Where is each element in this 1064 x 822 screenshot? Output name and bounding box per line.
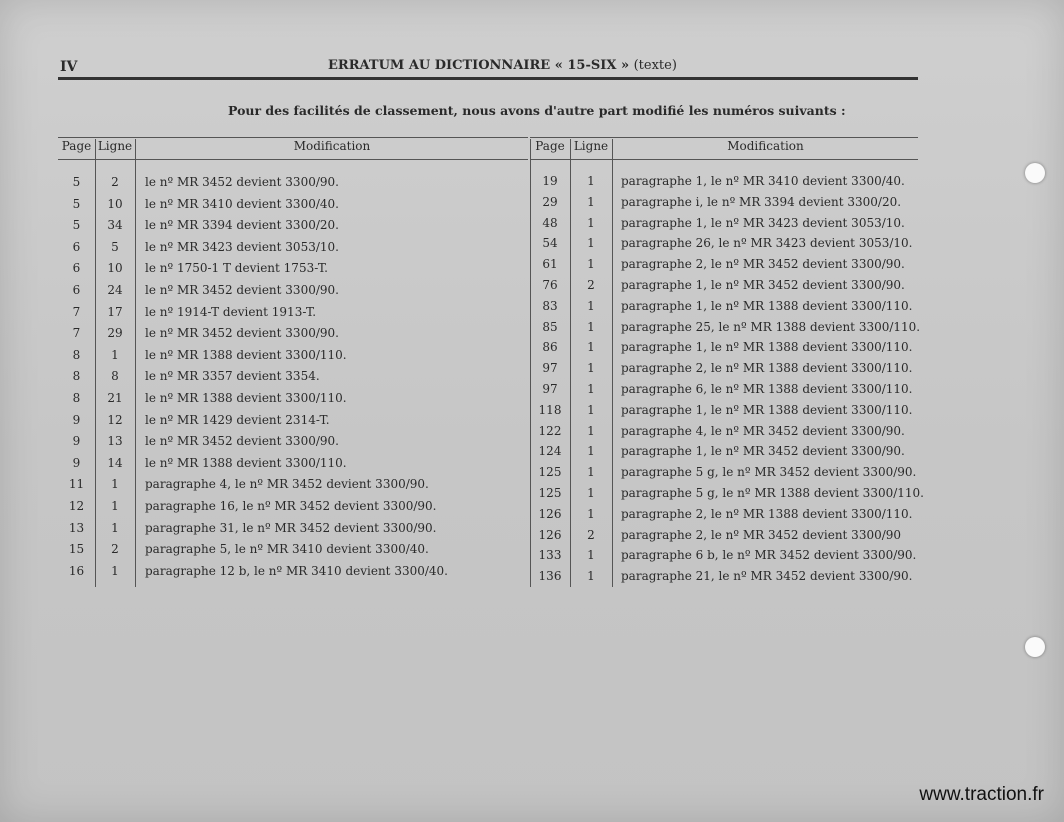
table-row [530,278,918,298]
punch-hole-top [1025,163,1045,183]
table-row [58,542,528,562]
cell-page: 126 [538,527,562,542]
watermark: www.traction.fr [919,784,1044,805]
cell-modification: paragraphe 1, le nº MR 3423 devient 3053/10. [621,215,905,230]
cell-ligne: 1 [587,486,595,500]
cell-modification: paragraphe 21, le nº MR 3452 devient 3300/90. [621,569,913,584]
cell-page: 86 [542,340,558,355]
cell-ligne: 1 [587,340,595,355]
left-header-rule-bottom [58,159,528,160]
cell-page: 13 [68,520,85,535]
page-number: IV [60,59,78,75]
cell-ligne: 21 [107,391,123,405]
cell-page: 7 [72,304,81,319]
table-row [58,456,528,476]
cell-ligne: 1 [587,319,595,334]
cell-page: 16 [68,563,85,578]
cell-modification: paragraphe 5, le nº MR 3410 devient 3300/40. [145,542,429,557]
punch-hole-bottom [1025,637,1045,657]
cell-modification: paragraphe 2, le nº MR 3452 devient 3300/90 [621,527,902,542]
table-row [530,528,918,548]
table-row [58,564,528,584]
cell-page: 11 [68,477,85,492]
right-header-rule-bottom [530,159,918,160]
cell-page: 54 [542,236,558,251]
cell-page: 9 [72,412,81,427]
cell-modification: le nº MR 3452 devient 3300/90. [145,434,339,449]
cell-page: 6 [72,261,81,276]
table-row [58,477,528,497]
cell-ligne: 1 [587,257,595,272]
cell-page: 125 [538,486,562,500]
cell-ligne: 1 [587,402,595,417]
cell-page: 8 [72,369,81,384]
cell-modification: paragraphe 1, le nº MR 3452 devient 3300/90. [621,278,905,292]
cell-modification: paragraphe 1, le nº MR 1388 devient 3300/110. [621,340,913,355]
left-col-page-header: Page [61,139,92,153]
cell-ligne: 10 [107,196,123,211]
document-title-suffix: (texte) [633,58,677,73]
cell-page: 76 [542,278,558,292]
cell-modification: le nº MR 1429 devient 2314-T. [145,412,330,427]
cell-ligne: 2 [111,175,119,189]
table-row [58,197,528,217]
table-row [530,569,918,589]
cell-ligne: 2 [587,527,595,542]
table-row [530,465,918,485]
cell-page: 48 [542,215,558,230]
table-row [58,175,528,195]
table-row [530,403,918,423]
cell-page: 125 [538,465,562,480]
table-row [58,240,528,260]
cell-modification: le nº MR 1388 devient 3300/110. [145,391,347,405]
table-row [58,499,528,519]
cell-modification: paragraphe 4, le nº MR 3452 devient 3300/90. [621,423,905,438]
table-row [58,369,528,389]
cell-page: 7 [72,326,81,341]
table-row [58,218,528,238]
cell-modification: paragraphe 31, le nº MR 3452 devient 3300/90. [145,520,437,535]
cell-ligne: 1 [587,361,595,376]
cell-modification: le nº MR 3452 devient 3300/90. [145,326,339,341]
document-title [328,58,677,73]
document-title-text: ERRATUM AU DICTIONNAIRE « 15-SIX » [328,58,630,73]
cell-modification: le nº 1914-T devient 1913-T. [145,304,317,319]
cell-page: 61 [542,257,558,272]
cell-ligne: 17 [107,304,123,319]
table-row [530,507,918,527]
table-row [530,299,918,319]
cell-ligne: 1 [587,444,595,459]
cell-modification: paragraphe 16, le nº MR 3452 devient 3300/90. [145,499,437,513]
table-row [530,340,918,360]
table-row [530,257,918,277]
cell-page: 15 [68,542,85,557]
cell-ligne: 1 [587,569,595,584]
cell-page: 6 [72,239,81,254]
cell-ligne: 2 [587,278,595,292]
right-col-page-header: Page [535,139,565,153]
cell-ligne: 14 [107,455,123,470]
cell-page: 118 [538,402,562,417]
table-row [58,348,528,368]
table-row [58,434,528,454]
cell-modification: paragraphe 1, le nº MR 1388 devient 3300/110. [621,298,913,313]
right-col-modification-header: Modification [727,139,804,153]
table-row [530,424,918,444]
table-row [530,361,918,381]
table-row [530,319,921,340]
table-row [530,548,918,568]
left-header-rule-top [58,137,528,138]
cell-page: 85 [542,319,558,334]
cell-modification: le nº MR 3452 devient 3300/90. [145,283,339,297]
cell-page: 9 [72,455,81,470]
cell-ligne: 13 [107,434,123,449]
cell-page: 122 [538,423,562,438]
cell-ligne: 1 [587,423,595,438]
cell-page: 133 [538,548,562,563]
cell-page: 29 [542,194,558,209]
cell-modification: paragraphe i, le nº MR 3394 devient 3300/20. [621,194,902,209]
cell-ligne: 1 [587,298,595,313]
cell-modification: le nº MR 1388 devient 3300/110. [145,347,347,362]
cell-ligne: 1 [111,499,119,513]
cell-ligne: 1 [587,506,595,521]
header-rule [58,77,918,80]
cell-modification: paragraphe 5 g, le nº MR 1388 devient 3300/110. [621,486,924,500]
cell-page: 136 [538,569,562,584]
cell-page: 8 [72,391,81,405]
cell-page: 12 [68,499,85,513]
table-row [58,413,528,433]
cell-ligne: 1 [587,174,595,188]
cell-ligne: 34 [107,218,123,233]
table-row [530,216,918,236]
cell-page: 83 [542,298,558,313]
left-col-modification-header: Modification [293,139,371,153]
cell-modification: le nº MR 1388 devient 3300/110. [145,455,347,470]
cell-modification: le nº MR 3452 devient 3300/90. [145,175,339,189]
table-row [58,391,528,411]
table-row [58,305,528,325]
table-row [530,382,918,402]
table-row [530,174,918,194]
table-row [58,261,528,281]
table-row [58,283,528,303]
table-row [58,521,528,541]
cell-modification: paragraphe 12 b, le nº MR 3410 devient 3300/40. [145,563,448,578]
cell-ligne: 1 [587,465,595,480]
cell-ligne: 1 [111,477,119,492]
cell-page: 124 [538,444,562,459]
cell-page: 5 [72,218,81,233]
cell-modification: paragraphe 25, le nº MR 1388 devient 3300/110. [621,319,921,334]
cell-ligne: 1 [587,194,595,209]
cell-ligne: 1 [111,347,119,362]
cell-modification: paragraphe 4, le nº MR 3452 devient 3300/90. [145,477,429,492]
cell-modification: paragraphe 2, le nº MR 3452 devient 3300/90. [621,257,905,272]
cell-ligne: 1 [111,563,119,578]
cell-modification: paragraphe 5 g, le nº MR 3452 devient 3300/90. [621,465,917,480]
cell-ligne: 2 [111,542,119,557]
cell-ligne: 8 [111,369,119,384]
cell-modification: paragraphe 1, le nº MR 3410 devient 3300/40. [621,174,905,188]
cell-ligne: 1 [587,382,595,396]
cell-modification: paragraphe 2, le nº MR 1388 devient 3300/110. [621,361,913,376]
cell-page: 5 [72,175,81,189]
cell-modification: le nº MR 3357 devient 3354. [145,369,320,384]
cell-ligne: 1 [587,236,595,251]
cell-ligne: 1 [111,520,119,535]
right-col-ligne-header: Ligne [573,139,609,153]
cell-page: 19 [542,174,558,188]
cell-ligne: 12 [107,412,123,427]
cell-modification: paragraphe 26, le nº MR 3423 devient 3053/10. [621,236,913,251]
section-subtitle: Pour des facilités de classement, nous avons d'autre part modifié les numéros suivants : [228,103,846,118]
table-row [58,326,528,346]
cell-modification: paragraphe 2, le nº MR 1388 devient 3300/110. [621,506,913,521]
cell-modification: le nº MR 3423 devient 3053/10. [145,239,339,254]
table-row [530,195,918,215]
cell-page: 97 [542,361,558,376]
cell-ligne: 1 [587,215,595,230]
cell-page: 8 [72,347,81,362]
cell-modification: paragraphe 6 b, le nº MR 3452 devient 3300/90. [621,548,917,563]
left-col-ligne-header: Ligne [97,139,133,153]
cell-ligne: 24 [107,283,123,297]
right-header-rule-top [530,137,918,138]
cell-ligne: 29 [107,326,123,341]
cell-modification: paragraphe 1, le nº MR 3452 devient 3300/90. [621,444,905,459]
cell-ligne: 5 [111,239,119,254]
cell-modification: le nº MR 3410 devient 3300/40. [145,196,339,211]
cell-modification: le nº 1750-1 T devient 1753-T. [145,261,328,276]
table-row [530,444,918,464]
cell-ligne: 1 [587,548,595,563]
cell-page: 97 [542,382,558,396]
table-row [530,236,918,256]
cell-modification: paragraphe 1, le nº MR 1388 devient 3300/110. [621,402,913,417]
cell-page: 5 [72,196,81,211]
cell-page: 9 [72,434,81,449]
cell-modification: le nº MR 3394 devient 3300/20. [145,218,339,233]
cell-modification: paragraphe 6, le nº MR 1388 devient 3300/110. [621,382,913,396]
cell-ligne: 10 [107,261,123,276]
cell-page: 126 [538,506,562,521]
table-row [530,486,924,506]
cell-page: 6 [72,283,81,297]
